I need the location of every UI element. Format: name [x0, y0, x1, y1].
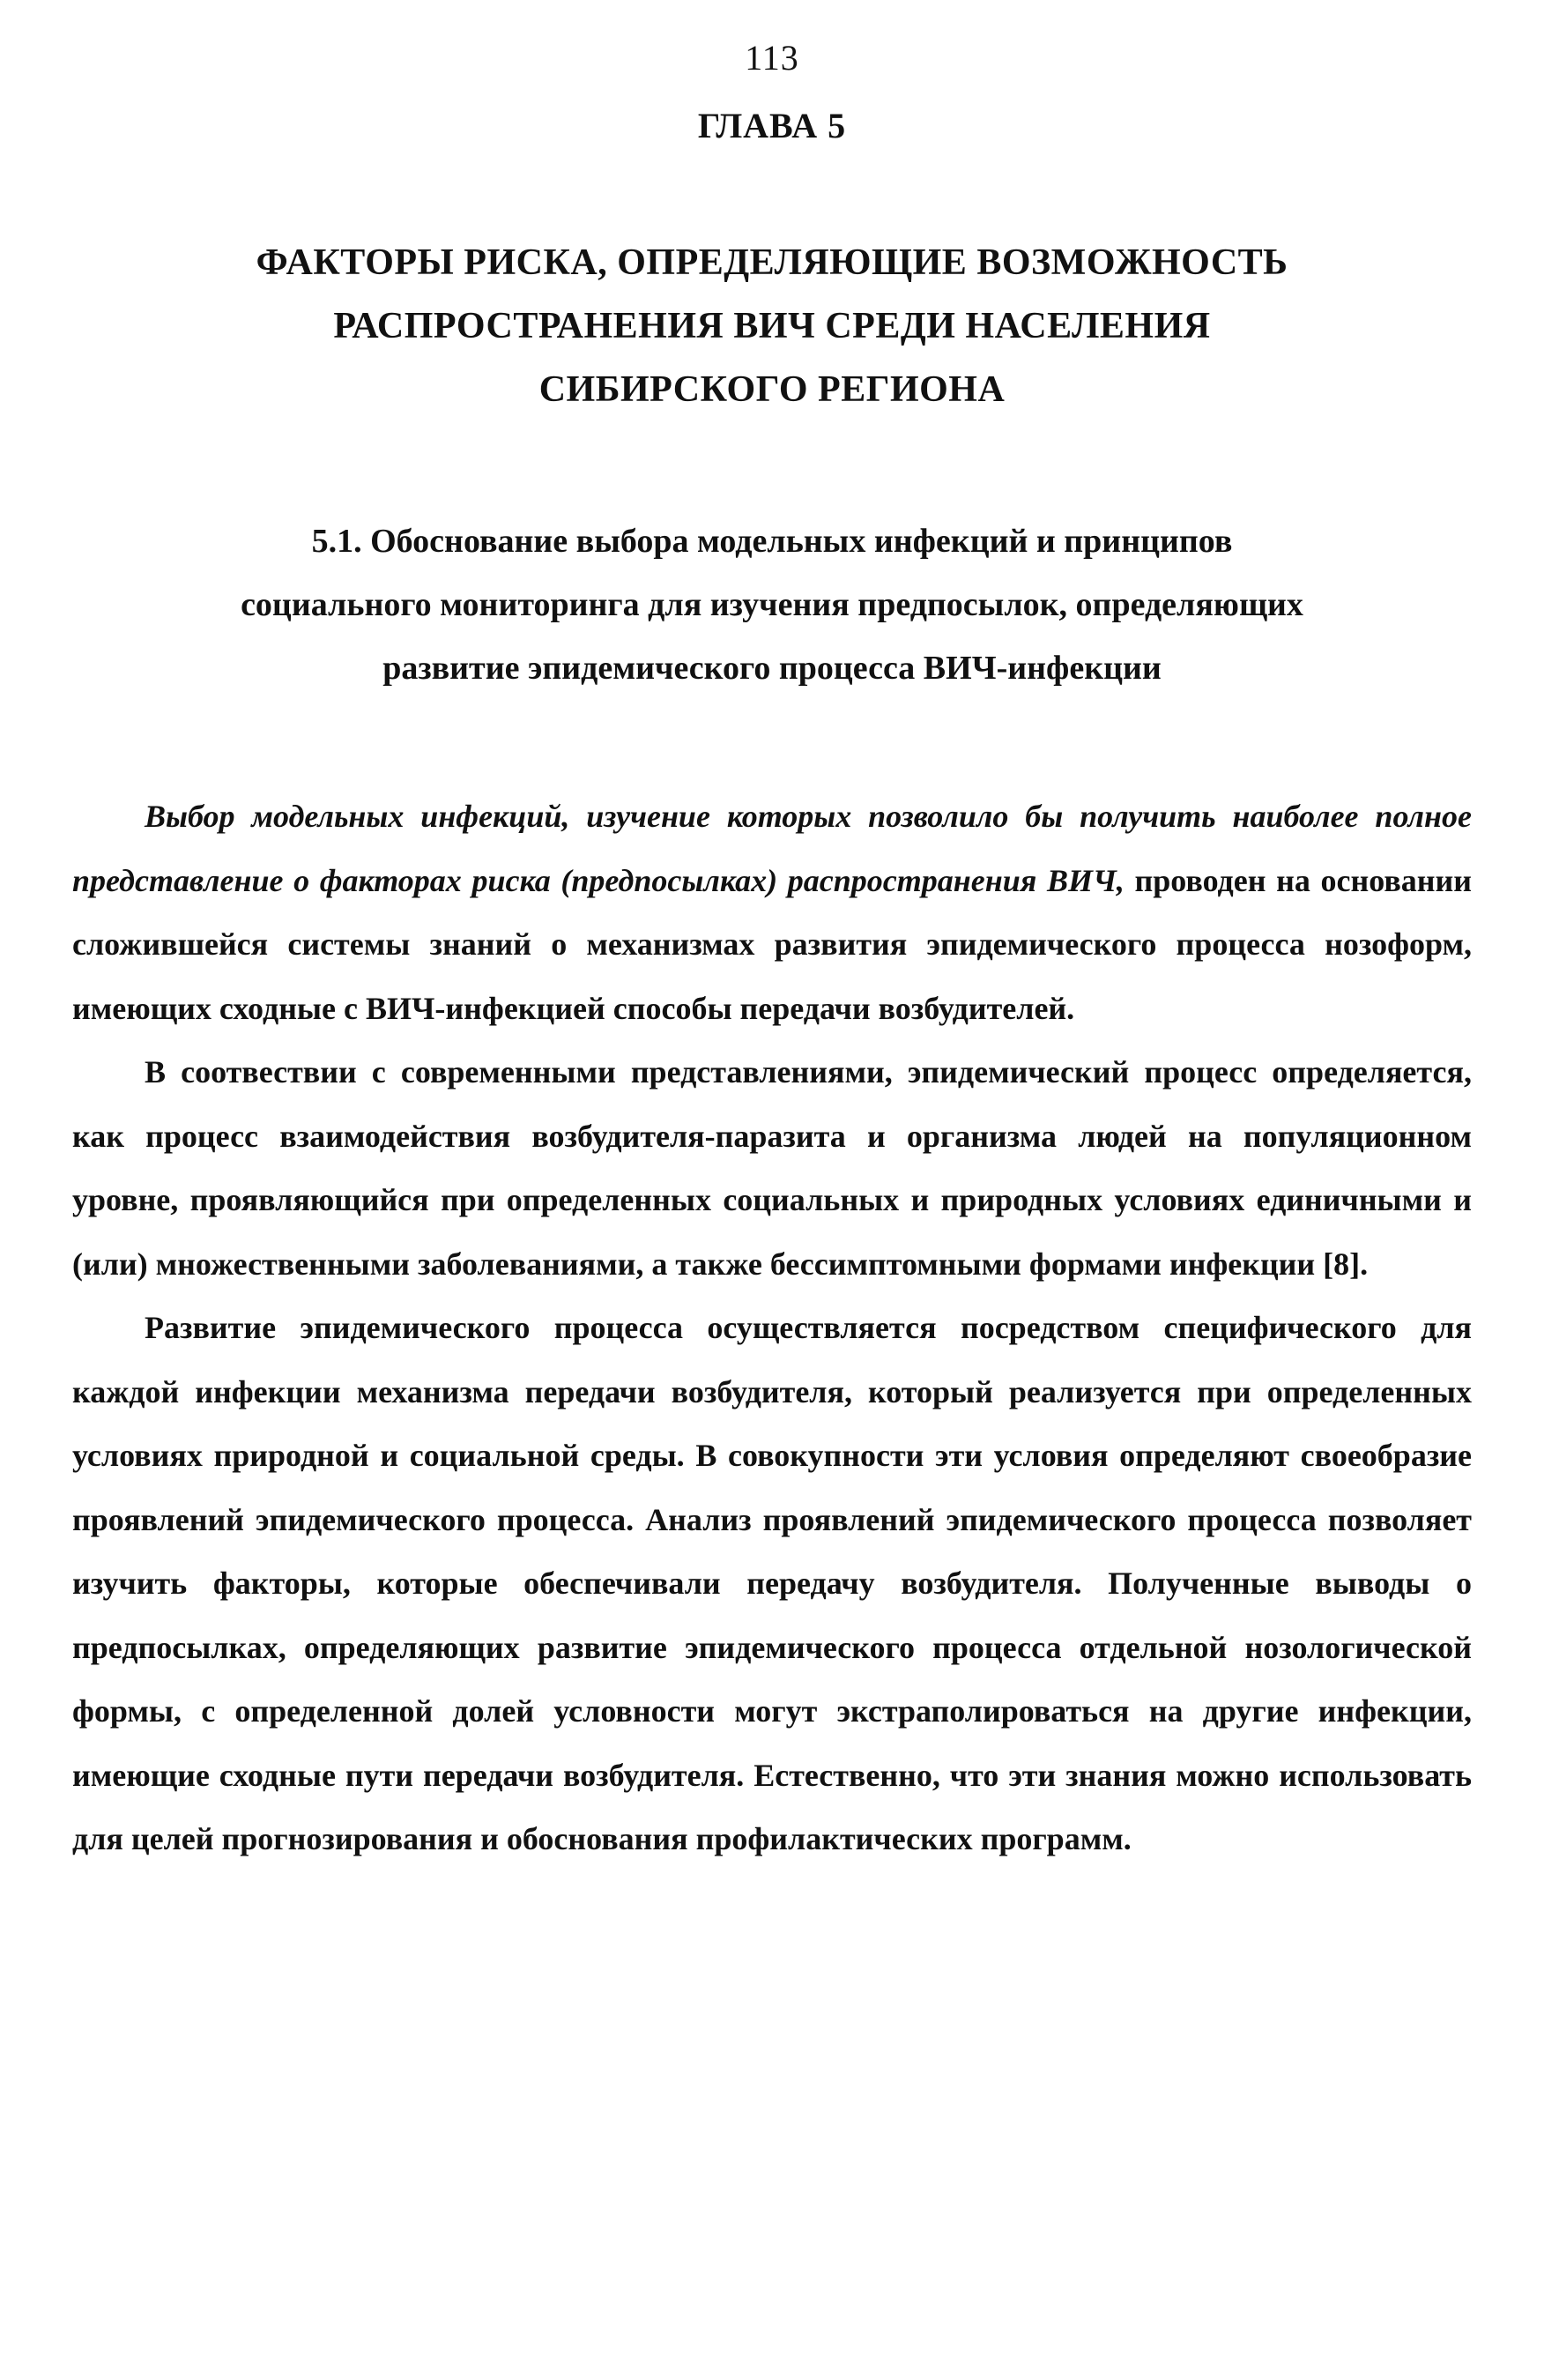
page-number: 113 — [745, 38, 799, 78]
body-text — [72, 785, 1472, 1871]
document-page — [72, 0, 1472, 2380]
paragraph — [72, 1040, 1472, 1296]
paragraph-italic-lead: Выбор модельных инфекций, изучение которых позволило бы получить наиболее полное представление о факторах риска (предпосылках) распространения ВИЧ, — [72, 799, 1472, 898]
chapter-title-line: СИБИРСКОГО РЕГИОНА — [538, 369, 1006, 410]
chapter-title — [72, 231, 1472, 421]
paragraph-text: проводен на основании сложившейся системы знаний о механизмах развития эпидемического процесса нозоформ, имеющих сходные с ВИЧ-инфекцией способы передачи возбудителей. — [72, 862, 1472, 1026]
paragraph-text: Развитие эпидемического процесса осуществляется посредством специфического для каждой инфекции механизма передачи возбудителя, который реализуется при определенных условиях природной и социальной среды. В совокупности эти условия определяют своеобразие проявлений эпидемического процесса. Анализ проявлений эпидемического процесса позволяет изучить факторы, которые обеспечивали передачу возбудителя. Полученные выводы о предпосылках, определяющих развитие эпидемического процесса отдельной нозологической формы, с определенной долей условности могут экстраполироваться на другие инфекции, имеющие сходные пути передачи возбудителя. Естественно, что эти знания можно использовать для целей прогнозирования и обоснования профилактических программ. — [72, 1310, 1472, 1856]
chapter-heading: ГЛАВА 5 — [697, 106, 847, 145]
section-title — [72, 509, 1472, 700]
paragraph-text: В соотвествии с современными представлениями, эпидемический процесс определяется, как процесс взаимодействия возбудителя-паразита и организма людей на популяционном уровне, проявляющийся при определенных социальных и природных условиях единичными и (или) множественными заболеваниями, а также бессимптомными формами инфекции [8]. — [72, 1054, 1472, 1282]
paragraph — [72, 1296, 1472, 1871]
chapter-title-line: ФАКТОРЫ РИСКА, ОПРЕДЕЛЯЮЩИЕ ВОЗМОЖНОСТЬ — [256, 242, 1288, 283]
paragraph — [72, 785, 1472, 1040]
chapter-title-line: РАСПРОСТРАНЕНИЯ ВИЧ СРЕДИ НАСЕЛЕНИЯ — [333, 306, 1211, 346]
section-title-line: развитие эпидемического процесса ВИЧ-инфекции — [382, 650, 1162, 687]
section-title-line: социального мониторинга для изучения предпосылок, определяющих — [241, 586, 1303, 623]
section-title-line: 5.1. Обоснование выбора модельных инфекций и принципов — [311, 523, 1233, 560]
